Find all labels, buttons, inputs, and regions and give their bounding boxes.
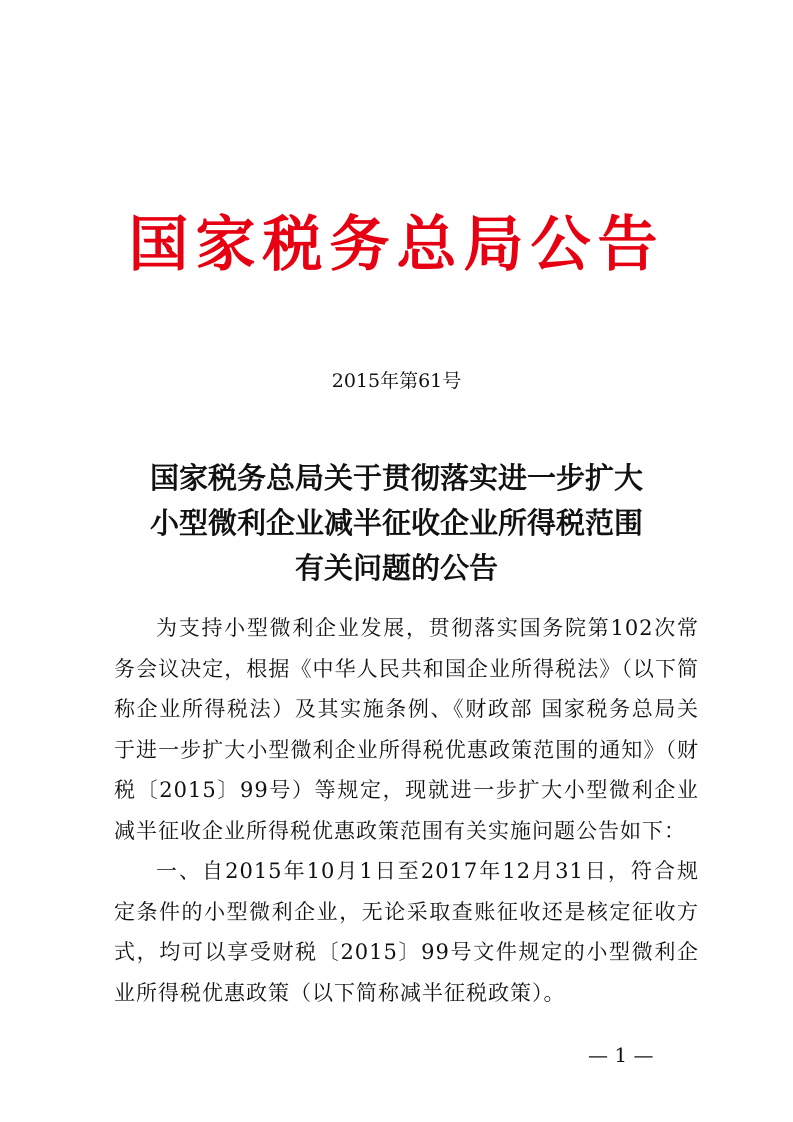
announcement-title bbox=[0, 456, 793, 591]
document-number: 2015年第61号 bbox=[331, 370, 462, 392]
paragraph-item-1: 一、自2015年10月1日至2017年12月31日，符合规定条件的小型微利企业，无论采取查账征收还是核定征收方式，均可以享受财税〔2015〕99号文件规定的小型微利企业所得税优惠政策（以下简称减半征税政策）。 bbox=[114, 859, 699, 1005]
page-number: — 1 — bbox=[588, 1043, 654, 1067]
masthead-title: 国家税务总局公告 bbox=[128, 210, 665, 280]
body-text bbox=[114, 608, 699, 1013]
title-line-1: 国家税务总局关于贯彻落实进一步扩大 bbox=[149, 461, 643, 495]
title-line-2: 小型微利企业减半征收企业所得税范围 bbox=[149, 506, 643, 540]
paragraph-preamble: 为支持小型微利企业发展，贯彻落实国务院第102次常务会议决定，根据《中华人民共和国企业所得税法》（以下简称企业所得税法）及其实施条例、《财政部 国家税务总局关于进一步扩大小型微利企业所得税优惠政策范围的通知》（财税〔2015〕99号）等规定，现就进一步扩大小型微利企业减半征收企业所得税优惠政策范围有关实施问题公告如下： bbox=[114, 616, 699, 843]
title-line-3: 有关问题的公告 bbox=[294, 551, 498, 585]
